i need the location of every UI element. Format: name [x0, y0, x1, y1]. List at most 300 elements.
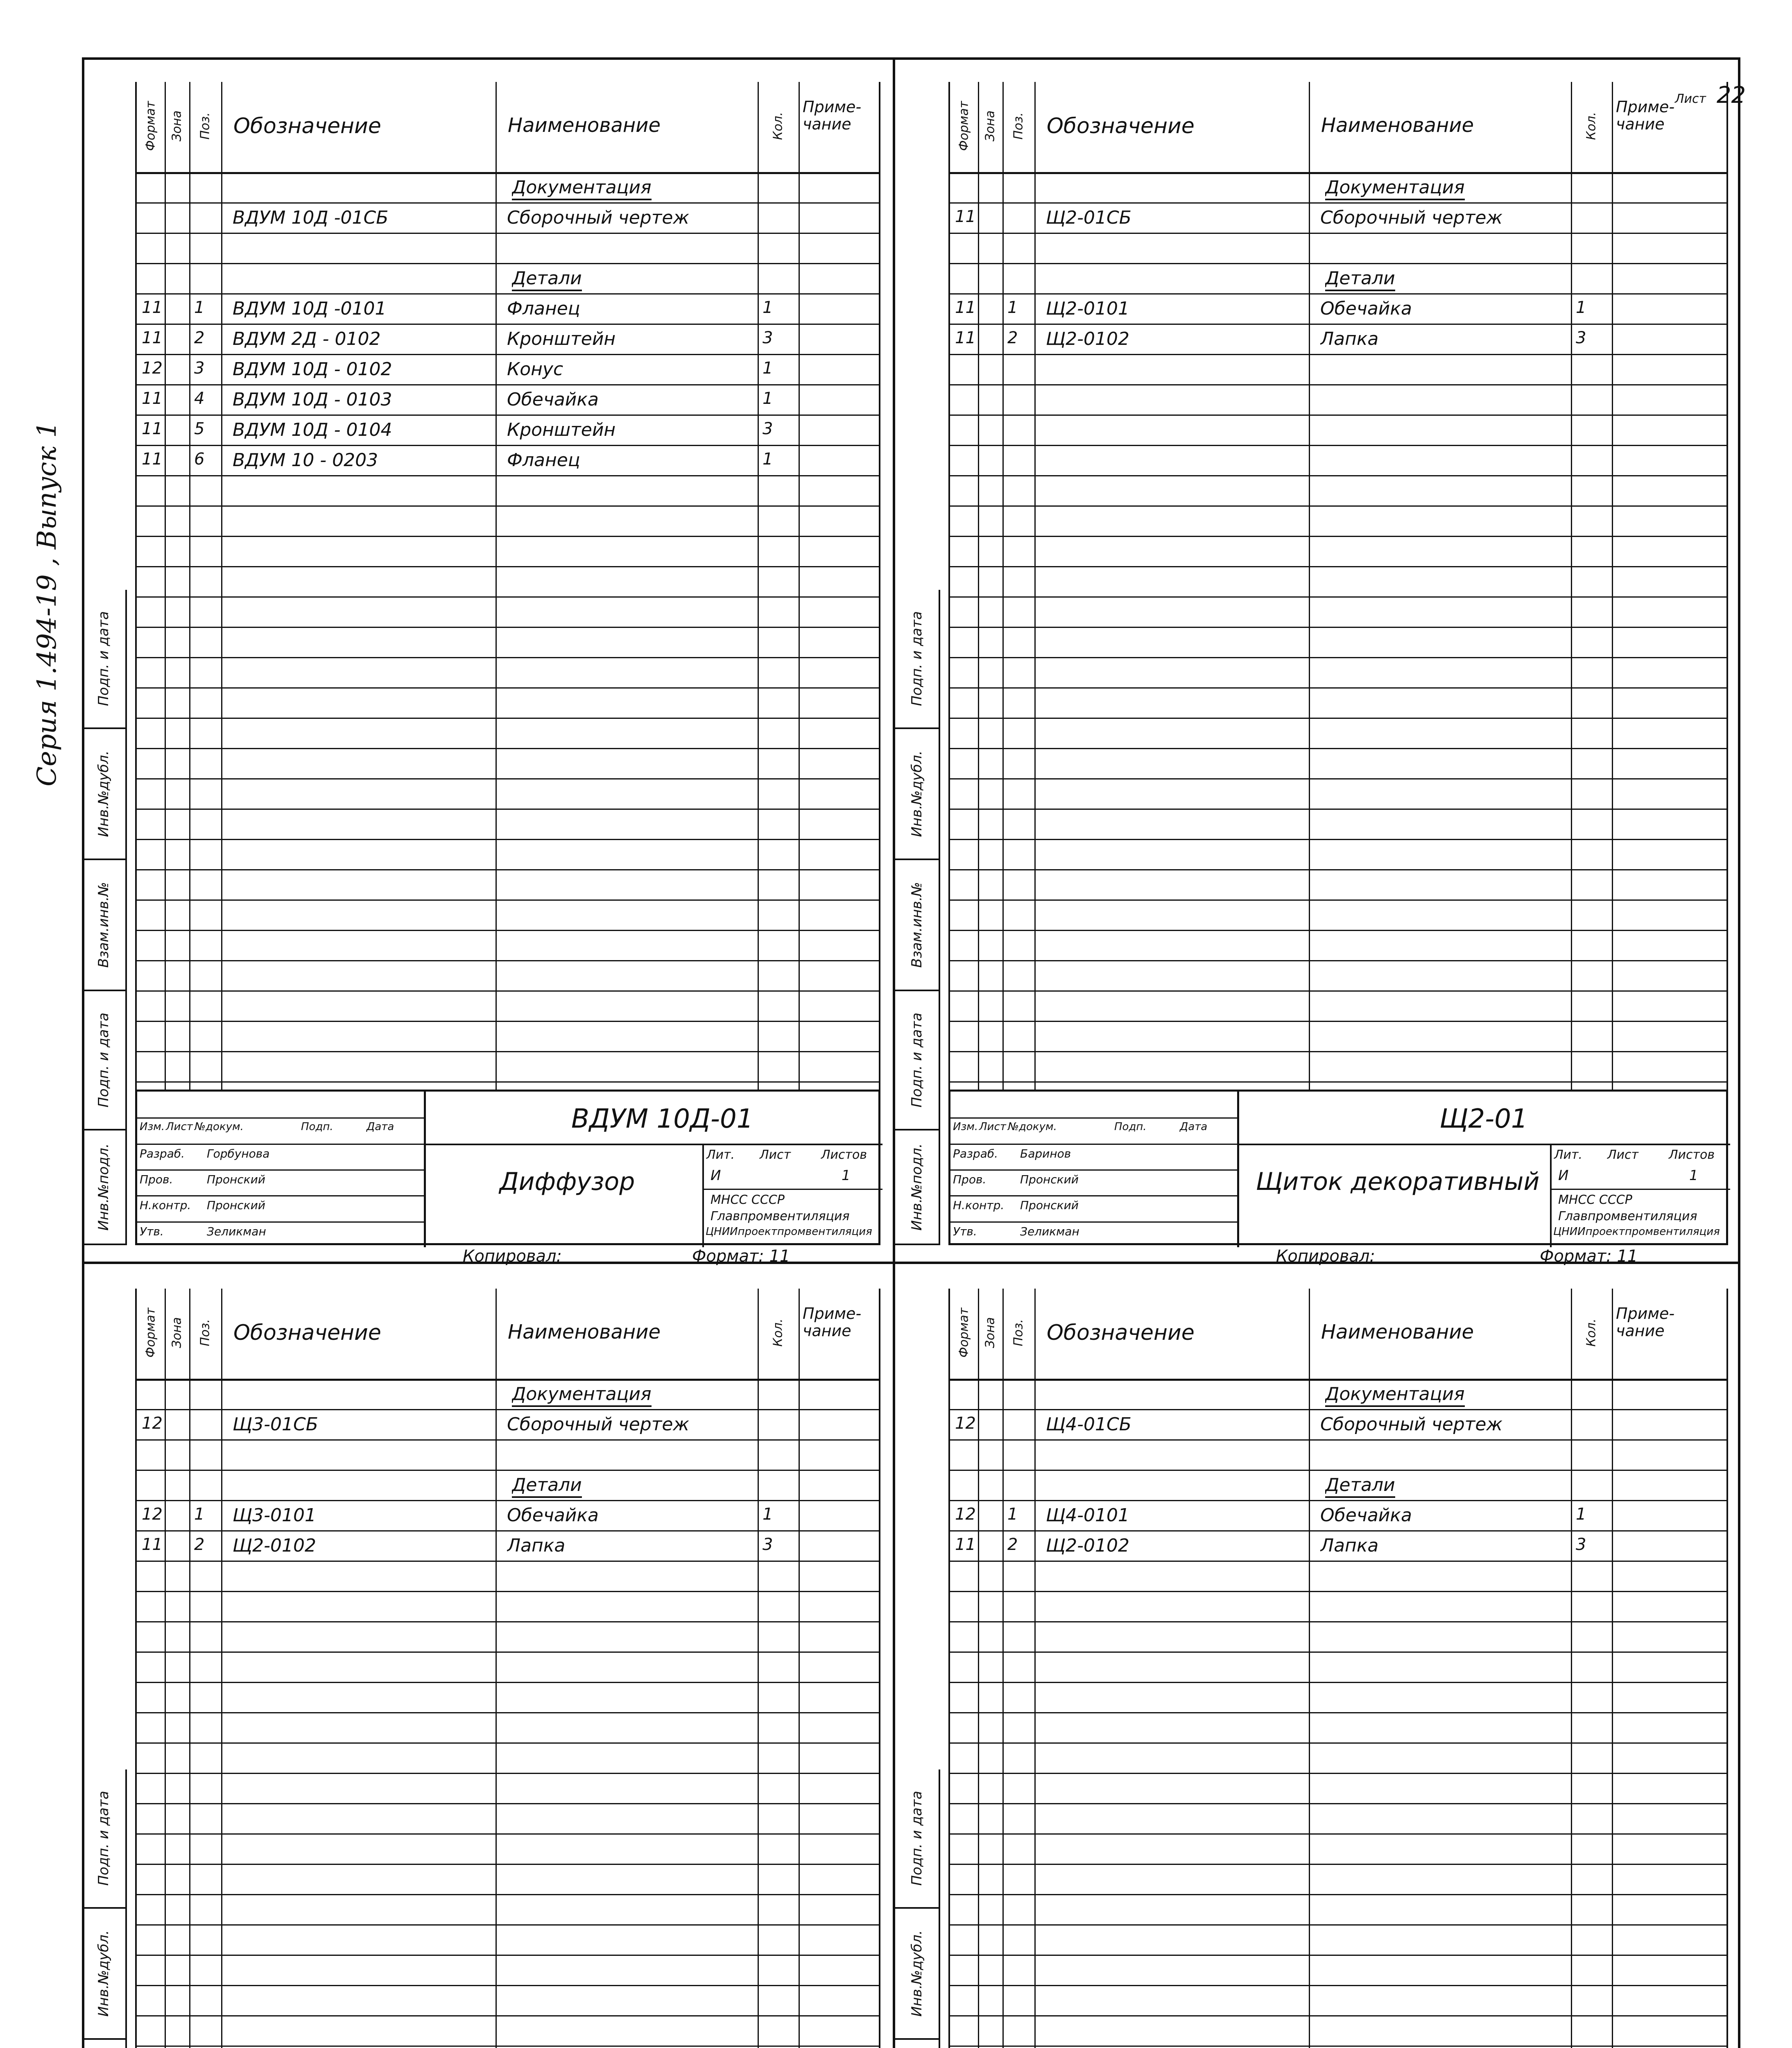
table-row-divider	[137, 687, 879, 689]
label-sign: Подп.	[1114, 1121, 1147, 1133]
table-row-divider	[950, 415, 1726, 416]
cell-format: 11	[142, 419, 163, 438]
side-stamp-box	[82, 1769, 127, 1909]
table-row-divider	[137, 657, 879, 658]
title-block-row-divider	[137, 1195, 424, 1196]
checker-name: Пронский	[1020, 1173, 1079, 1186]
table-row-divider	[950, 1621, 1726, 1622]
label-utv: Утв.	[140, 1224, 164, 1238]
table-row-divider	[950, 990, 1726, 992]
table-row-divider	[950, 1773, 1726, 1774]
label-prov: Пров.	[953, 1173, 987, 1186]
title-block-row-divider	[950, 1117, 1237, 1119]
label-sign: Подп.	[301, 1121, 333, 1133]
cell-name: Сборочный чертеж	[1320, 207, 1503, 228]
cell-qty: 3	[763, 328, 773, 347]
title-block-code-divider	[1237, 1144, 1730, 1145]
side-stamp-box	[895, 1769, 940, 1909]
table-row-divider	[137, 1652, 879, 1653]
table-row-divider	[950, 1803, 1726, 1804]
side-stamp-label: Подп. и дата	[95, 1013, 112, 1108]
label-razrab: Разраб.	[953, 1146, 998, 1160]
sheet-number-label: Лист	[1675, 92, 1706, 106]
spec-table	[135, 1289, 880, 2048]
column-header-zone: Зона	[983, 1317, 998, 1348]
table-row-divider	[950, 1742, 1726, 1744]
org-main: Главпромвентиляция	[1558, 1209, 1697, 1223]
cell-format: 11	[955, 1535, 976, 1554]
table-row-divider	[950, 899, 1726, 901]
side-stamp-box	[82, 991, 127, 1130]
column-header-note: Приме- чание	[803, 98, 862, 133]
column-header-note: Приме- чание	[1616, 98, 1675, 133]
table-column-divider	[1571, 1289, 1572, 2048]
side-stamp-box	[82, 729, 127, 860]
cell-designation: Щ3-01СБ	[233, 1414, 318, 1435]
label-sheets: Листов	[1669, 1147, 1715, 1162]
cell-format: 12	[955, 1505, 976, 1524]
cell-qty: 3	[1576, 1535, 1586, 1554]
side-stamp-box	[895, 2040, 940, 2048]
cell-designation: ВДУМ 10 - 0203	[233, 450, 378, 471]
title-block-row-divider	[137, 1117, 424, 1119]
label-sheets: Листов	[821, 1147, 867, 1162]
cell-pos: 2	[1007, 1535, 1018, 1554]
title-block-divider	[424, 1092, 426, 1247]
table-row-divider	[950, 2046, 1726, 2047]
cell-format: 12	[142, 1505, 163, 1524]
title-block-row-divider	[1550, 1189, 1730, 1190]
label-utv: Утв.	[953, 1224, 977, 1238]
cell-name: Сборочный чертеж	[1320, 1414, 1503, 1435]
sheets-value: 1	[842, 1167, 851, 1184]
table-row-divider	[950, 1924, 1726, 1926]
cell-pos: 1	[1007, 1505, 1018, 1524]
table-row-divider	[137, 1021, 879, 1022]
table-row-divider	[137, 1803, 879, 1804]
table-row-divider	[950, 324, 1726, 325]
side-stamp-label: Подп. и дата	[909, 1013, 925, 1108]
side-stamp-box	[82, 1909, 127, 2040]
table-row-divider	[137, 899, 879, 901]
table-row-divider	[950, 1081, 1726, 1083]
side-stamp-box	[82, 590, 127, 729]
side-stamp-label: Инв.№дубл.	[95, 750, 112, 837]
table-row-divider	[950, 384, 1726, 385]
table-column-divider	[1309, 1289, 1310, 2048]
side-stamp-label: Подп. и дата	[909, 611, 925, 706]
table-row-divider	[137, 536, 879, 537]
label-sheet: Лист	[1607, 1147, 1639, 1162]
cell-format: 11	[955, 298, 976, 317]
footer-copied: Копировал:	[463, 1247, 562, 1266]
cell-pos: 2	[1007, 328, 1018, 347]
table-row-divider	[137, 1530, 879, 1531]
cell-qty: 1	[763, 298, 773, 317]
column-header-zone: Зона	[170, 1317, 184, 1348]
table-row-divider	[950, 445, 1726, 446]
cell-pos: 2	[194, 1535, 205, 1554]
cell-qty: 1	[763, 1505, 773, 1524]
spec-table	[948, 82, 1728, 1090]
table-row-divider	[137, 930, 879, 931]
title-block-row-divider	[950, 1169, 1237, 1171]
document-code: ВДУМ 10Д-01	[571, 1104, 753, 1134]
table-row-divider	[950, 1021, 1726, 1022]
table-column-divider	[978, 1289, 979, 2048]
table-row-divider	[137, 384, 879, 385]
column-header-pos: Поз.	[1011, 1319, 1026, 1346]
table-row-divider	[950, 1051, 1726, 1052]
table-row-divider	[137, 809, 879, 810]
title-block-row-divider	[137, 1169, 424, 1171]
table-row-divider	[137, 1712, 879, 1713]
cell-qty: 1	[1576, 298, 1586, 317]
cell-name: Конус	[507, 359, 563, 380]
side-stamp-label: Подп. и дата	[909, 1791, 925, 1886]
table-row-divider	[137, 475, 879, 476]
table-row-divider	[950, 1500, 1726, 1501]
column-header-designation: Обозначение	[233, 114, 381, 138]
table-row-divider	[137, 1561, 879, 1562]
table-column-divider	[189, 1289, 190, 2048]
table-row-divider	[950, 1712, 1726, 1713]
side-stamp-box	[895, 1909, 940, 2040]
table-row-divider	[137, 960, 879, 961]
table-column-divider	[1034, 1289, 1036, 2048]
side-stamp-box	[895, 860, 940, 991]
table-row-divider	[950, 960, 1726, 961]
title-block-divider	[1237, 1092, 1239, 1247]
table-row-divider	[137, 1081, 879, 1083]
header-divider	[950, 172, 1726, 174]
table-row-divider	[137, 324, 879, 325]
cell-name: Кронштейн	[507, 419, 616, 440]
cell-designation: ВДУМ 10Д - 0102	[233, 359, 392, 380]
lit-value: И	[710, 1167, 721, 1184]
cell-designation: ВДУМ 2Д - 0102	[233, 328, 381, 349]
table-row-divider	[137, 748, 879, 749]
label-doc: №докум.	[1008, 1121, 1057, 1133]
cell-name: Документация	[512, 1384, 652, 1407]
column-header-format: Формат	[957, 1307, 971, 1358]
cell-designation: ВДУМ 10Д -01СБ	[233, 207, 389, 228]
cell-qty: 1	[763, 359, 773, 378]
side-stamp-label: Инв.№подл.	[95, 1143, 112, 1231]
table-row-divider	[950, 505, 1726, 507]
table-column-divider	[165, 1289, 166, 2048]
side-stamp-box	[895, 729, 940, 860]
table-row-divider	[137, 1864, 879, 1865]
table-row-divider	[137, 1051, 879, 1052]
cell-name: Сборочный чертеж	[507, 207, 690, 228]
title-block-row-divider	[702, 1189, 882, 1190]
cell-pos: 1	[194, 298, 205, 317]
developer-name: Баринов	[1020, 1146, 1071, 1160]
lit-value: И	[1558, 1167, 1569, 1184]
table-row-divider	[137, 1955, 879, 1956]
table-row-divider	[137, 1439, 879, 1441]
side-stamp-label: Взам.инв.№	[909, 882, 925, 968]
side-stamp-label: Инв.№дубл.	[909, 1930, 925, 2017]
title-block-row-divider	[950, 1144, 1237, 1145]
column-header-zone: Зона	[983, 110, 998, 142]
table-row-divider	[950, 354, 1726, 355]
label-nkontr: Н.контр.	[140, 1198, 191, 1212]
table-row-divider	[137, 627, 879, 628]
spec-table	[135, 82, 880, 1090]
label-prov: Пров.	[140, 1173, 173, 1186]
org-institute: ЦНИИпроектпромвентиляция	[1553, 1225, 1720, 1238]
table-row-divider	[137, 2015, 879, 2016]
label-izm: Изм.	[140, 1121, 165, 1133]
cell-qty: 1	[1576, 1505, 1586, 1524]
cell-qty: 3	[1576, 328, 1586, 347]
sheets-value: 1	[1689, 1167, 1698, 1184]
table-row-divider	[950, 1530, 1726, 1531]
cell-name: Детали	[1325, 268, 1395, 291]
header-divider	[950, 1379, 1726, 1381]
label-lit: Лит.	[1554, 1147, 1583, 1162]
table-row-divider	[137, 596, 879, 598]
spec-table	[948, 1289, 1728, 2048]
table-row-divider	[950, 1409, 1726, 1410]
label-nkontr: Н.контр.	[953, 1198, 1005, 1212]
table-row-divider	[137, 1591, 879, 1592]
title-block-code-divider	[424, 1144, 882, 1145]
label-list: Лист	[979, 1121, 1006, 1133]
spec-form-1	[82, 57, 893, 1266]
cell-name: Обечайка	[1320, 298, 1412, 319]
column-header-qty: Кол.	[771, 1319, 785, 1347]
table-row-divider	[137, 778, 879, 779]
table-row-divider	[950, 1470, 1726, 1471]
label-list: Лист	[166, 1121, 193, 1133]
cell-format: 11	[142, 389, 163, 408]
column-header-name: Наименование	[508, 114, 661, 137]
table-row-divider	[950, 475, 1726, 476]
table-row-divider	[950, 2015, 1726, 2016]
table-row-divider	[137, 293, 879, 295]
column-header-format: Формат	[957, 101, 971, 151]
cell-pos: 4	[194, 389, 205, 408]
table-row-divider	[950, 657, 1726, 658]
table-column-divider	[799, 1289, 800, 2048]
cell-designation: ВДУМ 10Д - 0104	[233, 419, 392, 440]
label-izm: Изм.	[953, 1121, 978, 1133]
cell-designation: ВДУМ 10Д - 0103	[233, 389, 392, 410]
cell-pos: 5	[194, 419, 205, 438]
cell-format: 11	[142, 328, 163, 347]
cell-pos: 1	[194, 1505, 205, 1524]
title-block	[135, 1090, 880, 1245]
cell-format: 11	[142, 450, 163, 469]
table-row-divider	[137, 233, 879, 234]
table-row-divider	[137, 202, 879, 204]
side-stamp-label: Инв.№подл.	[909, 1143, 925, 1231]
table-row-divider	[950, 1864, 1726, 1865]
label-doc: №докум.	[195, 1121, 244, 1133]
spec-form-3	[82, 1264, 893, 2048]
cell-name: Обечайка	[1320, 1505, 1412, 1526]
title-block-row-divider	[950, 1221, 1237, 1223]
cell-designation: Щ2-01СБ	[1046, 207, 1131, 228]
table-row-divider	[137, 415, 879, 416]
table-row-divider	[137, 1470, 879, 1471]
cell-name: Документация	[1325, 177, 1465, 200]
column-header-name: Наименование	[1321, 1321, 1474, 1343]
cell-pos: 2	[194, 328, 205, 347]
column-header-format: Формат	[143, 1307, 158, 1358]
cell-format: 11	[955, 328, 976, 347]
label-razrab: Разраб.	[140, 1146, 185, 1160]
table-row-divider	[950, 809, 1726, 810]
column-header-pos: Поз.	[198, 112, 213, 140]
column-header-name: Наименование	[1321, 114, 1474, 137]
cell-name: Детали	[1325, 1475, 1395, 1498]
norm-control-name: Пронский	[207, 1198, 265, 1212]
side-stamp-label: Инв.№дубл.	[909, 750, 925, 837]
table-row-divider	[950, 1985, 1726, 1986]
document-title: Щиток декоративный	[1256, 1167, 1540, 1196]
table-row-divider	[950, 536, 1726, 537]
title-block-divider	[702, 1144, 704, 1247]
header-divider	[137, 172, 879, 174]
cell-format: 11	[142, 1535, 163, 1554]
cell-pos: 1	[1007, 298, 1018, 317]
table-row-divider	[950, 1833, 1726, 1835]
table-row-divider	[950, 596, 1726, 598]
title-block-divider	[1550, 1144, 1552, 1247]
table-row-divider	[950, 1561, 1726, 1562]
document-code: Щ2-01	[1439, 1104, 1528, 1134]
column-header-qty: Кол.	[1584, 112, 1599, 140]
footer-format: Формат: 11	[1540, 1247, 1638, 1266]
table-row-divider	[137, 1894, 879, 1895]
side-stamp-box	[82, 1130, 127, 1245]
table-row-divider	[137, 1773, 879, 1774]
table-row-divider	[137, 1682, 879, 1683]
header-divider	[137, 1379, 879, 1381]
table-row-divider	[137, 990, 879, 992]
cell-format: 12	[142, 1414, 163, 1433]
title-block-row-divider	[137, 1144, 424, 1145]
footer-copied: Копировал:	[1276, 1247, 1376, 1266]
cell-designation: Щ3-0101	[233, 1505, 316, 1526]
column-header-note: Приме- чание	[1616, 1305, 1675, 1340]
cell-designation: ВДУМ 10Д -0101	[233, 298, 387, 319]
table-row-divider	[950, 778, 1726, 779]
column-header-note: Приме- чание	[803, 1305, 862, 1340]
side-stamp-box	[82, 860, 127, 991]
cell-name: Детали	[512, 268, 582, 291]
sheet-number-value: 22	[1716, 82, 1746, 109]
column-header-pos: Поз.	[1011, 112, 1026, 140]
approver-name: Зеликман	[1020, 1224, 1079, 1238]
table-row-divider	[950, 1591, 1726, 1592]
column-header-qty: Кол.	[1584, 1319, 1599, 1347]
table-row-divider	[950, 869, 1726, 870]
column-header-format: Формат	[143, 101, 158, 151]
column-header-qty: Кол.	[771, 112, 785, 140]
cell-name: Фланец	[507, 450, 580, 471]
table-row-divider	[137, 869, 879, 870]
cell-designation: Щ4-01СБ	[1046, 1414, 1131, 1435]
title-block	[948, 1090, 1728, 1245]
table-row-divider	[137, 1409, 879, 1410]
cell-name: Обечайка	[507, 1505, 599, 1526]
cell-qty: 1	[763, 450, 773, 469]
table-row-divider	[950, 748, 1726, 749]
side-stamp-box	[82, 2040, 127, 2048]
column-header-designation: Обозначение	[233, 1321, 381, 1345]
label-date: Дата	[367, 1121, 394, 1133]
table-row-divider	[950, 263, 1726, 264]
table-row-divider	[137, 445, 879, 446]
cell-designation: Щ2-0101	[1046, 298, 1129, 319]
label-lit: Лит.	[706, 1147, 735, 1162]
org-ministry: МНСС СССР	[1558, 1192, 1632, 1207]
table-row-divider	[137, 1500, 879, 1501]
table-row-divider	[137, 1924, 879, 1926]
column-header-zone: Зона	[170, 110, 184, 142]
label-sheet: Лист	[760, 1147, 791, 1162]
table-column-divider	[1002, 1289, 1004, 2048]
cell-name: Детали	[512, 1475, 582, 1498]
org-ministry: МНСС СССР	[710, 1192, 785, 1207]
table-row-divider	[950, 202, 1726, 204]
cell-format: 12	[142, 359, 163, 378]
side-stamp-label: Инв.№дубл.	[95, 1930, 112, 2017]
cell-name: Лапка	[1320, 1535, 1379, 1556]
cell-name: Лапка	[1320, 328, 1379, 349]
cell-name: Документация	[512, 177, 652, 200]
side-stamp-box	[895, 1130, 940, 1245]
table-row-divider	[137, 2046, 879, 2047]
cell-name: Фланец	[507, 298, 580, 319]
table-row-divider	[137, 1621, 879, 1622]
table-row-divider	[950, 1955, 1726, 1956]
side-stamp-label: Подп. и дата	[95, 611, 112, 706]
cell-format: 11	[142, 298, 163, 317]
table-row-divider	[950, 627, 1726, 628]
table-row-divider	[137, 354, 879, 355]
title-block-row-divider	[137, 1221, 424, 1223]
side-stamp-label: Взам.инв.№	[95, 882, 112, 968]
table-column-divider	[1612, 1289, 1613, 2048]
table-row-divider	[950, 293, 1726, 295]
table-row-divider	[950, 1652, 1726, 1653]
org-main: Главпромвентиляция	[710, 1209, 850, 1223]
table-row-divider	[950, 930, 1726, 931]
cell-designation: Щ4-0101	[1046, 1505, 1129, 1526]
side-stamp-box	[895, 590, 940, 729]
spec-form-2	[895, 57, 1740, 1266]
column-header-designation: Обозначение	[1047, 114, 1195, 138]
table-column-divider	[221, 1289, 222, 2048]
table-row-divider	[137, 505, 879, 507]
cell-designation: Щ2-0102	[1046, 1535, 1129, 1556]
cell-qty: 1	[763, 389, 773, 408]
org-institute: ЦНИИпроектпромвентиляция	[706, 1225, 872, 1238]
title-block-row-divider	[950, 1195, 1237, 1196]
side-stamp-box	[895, 991, 940, 1130]
norm-control-name: Пронский	[1020, 1198, 1079, 1212]
table-row-divider	[137, 839, 879, 840]
spec-form-4	[895, 1264, 1740, 2048]
table-column-divider	[496, 1289, 497, 2048]
table-row-divider	[950, 687, 1726, 689]
